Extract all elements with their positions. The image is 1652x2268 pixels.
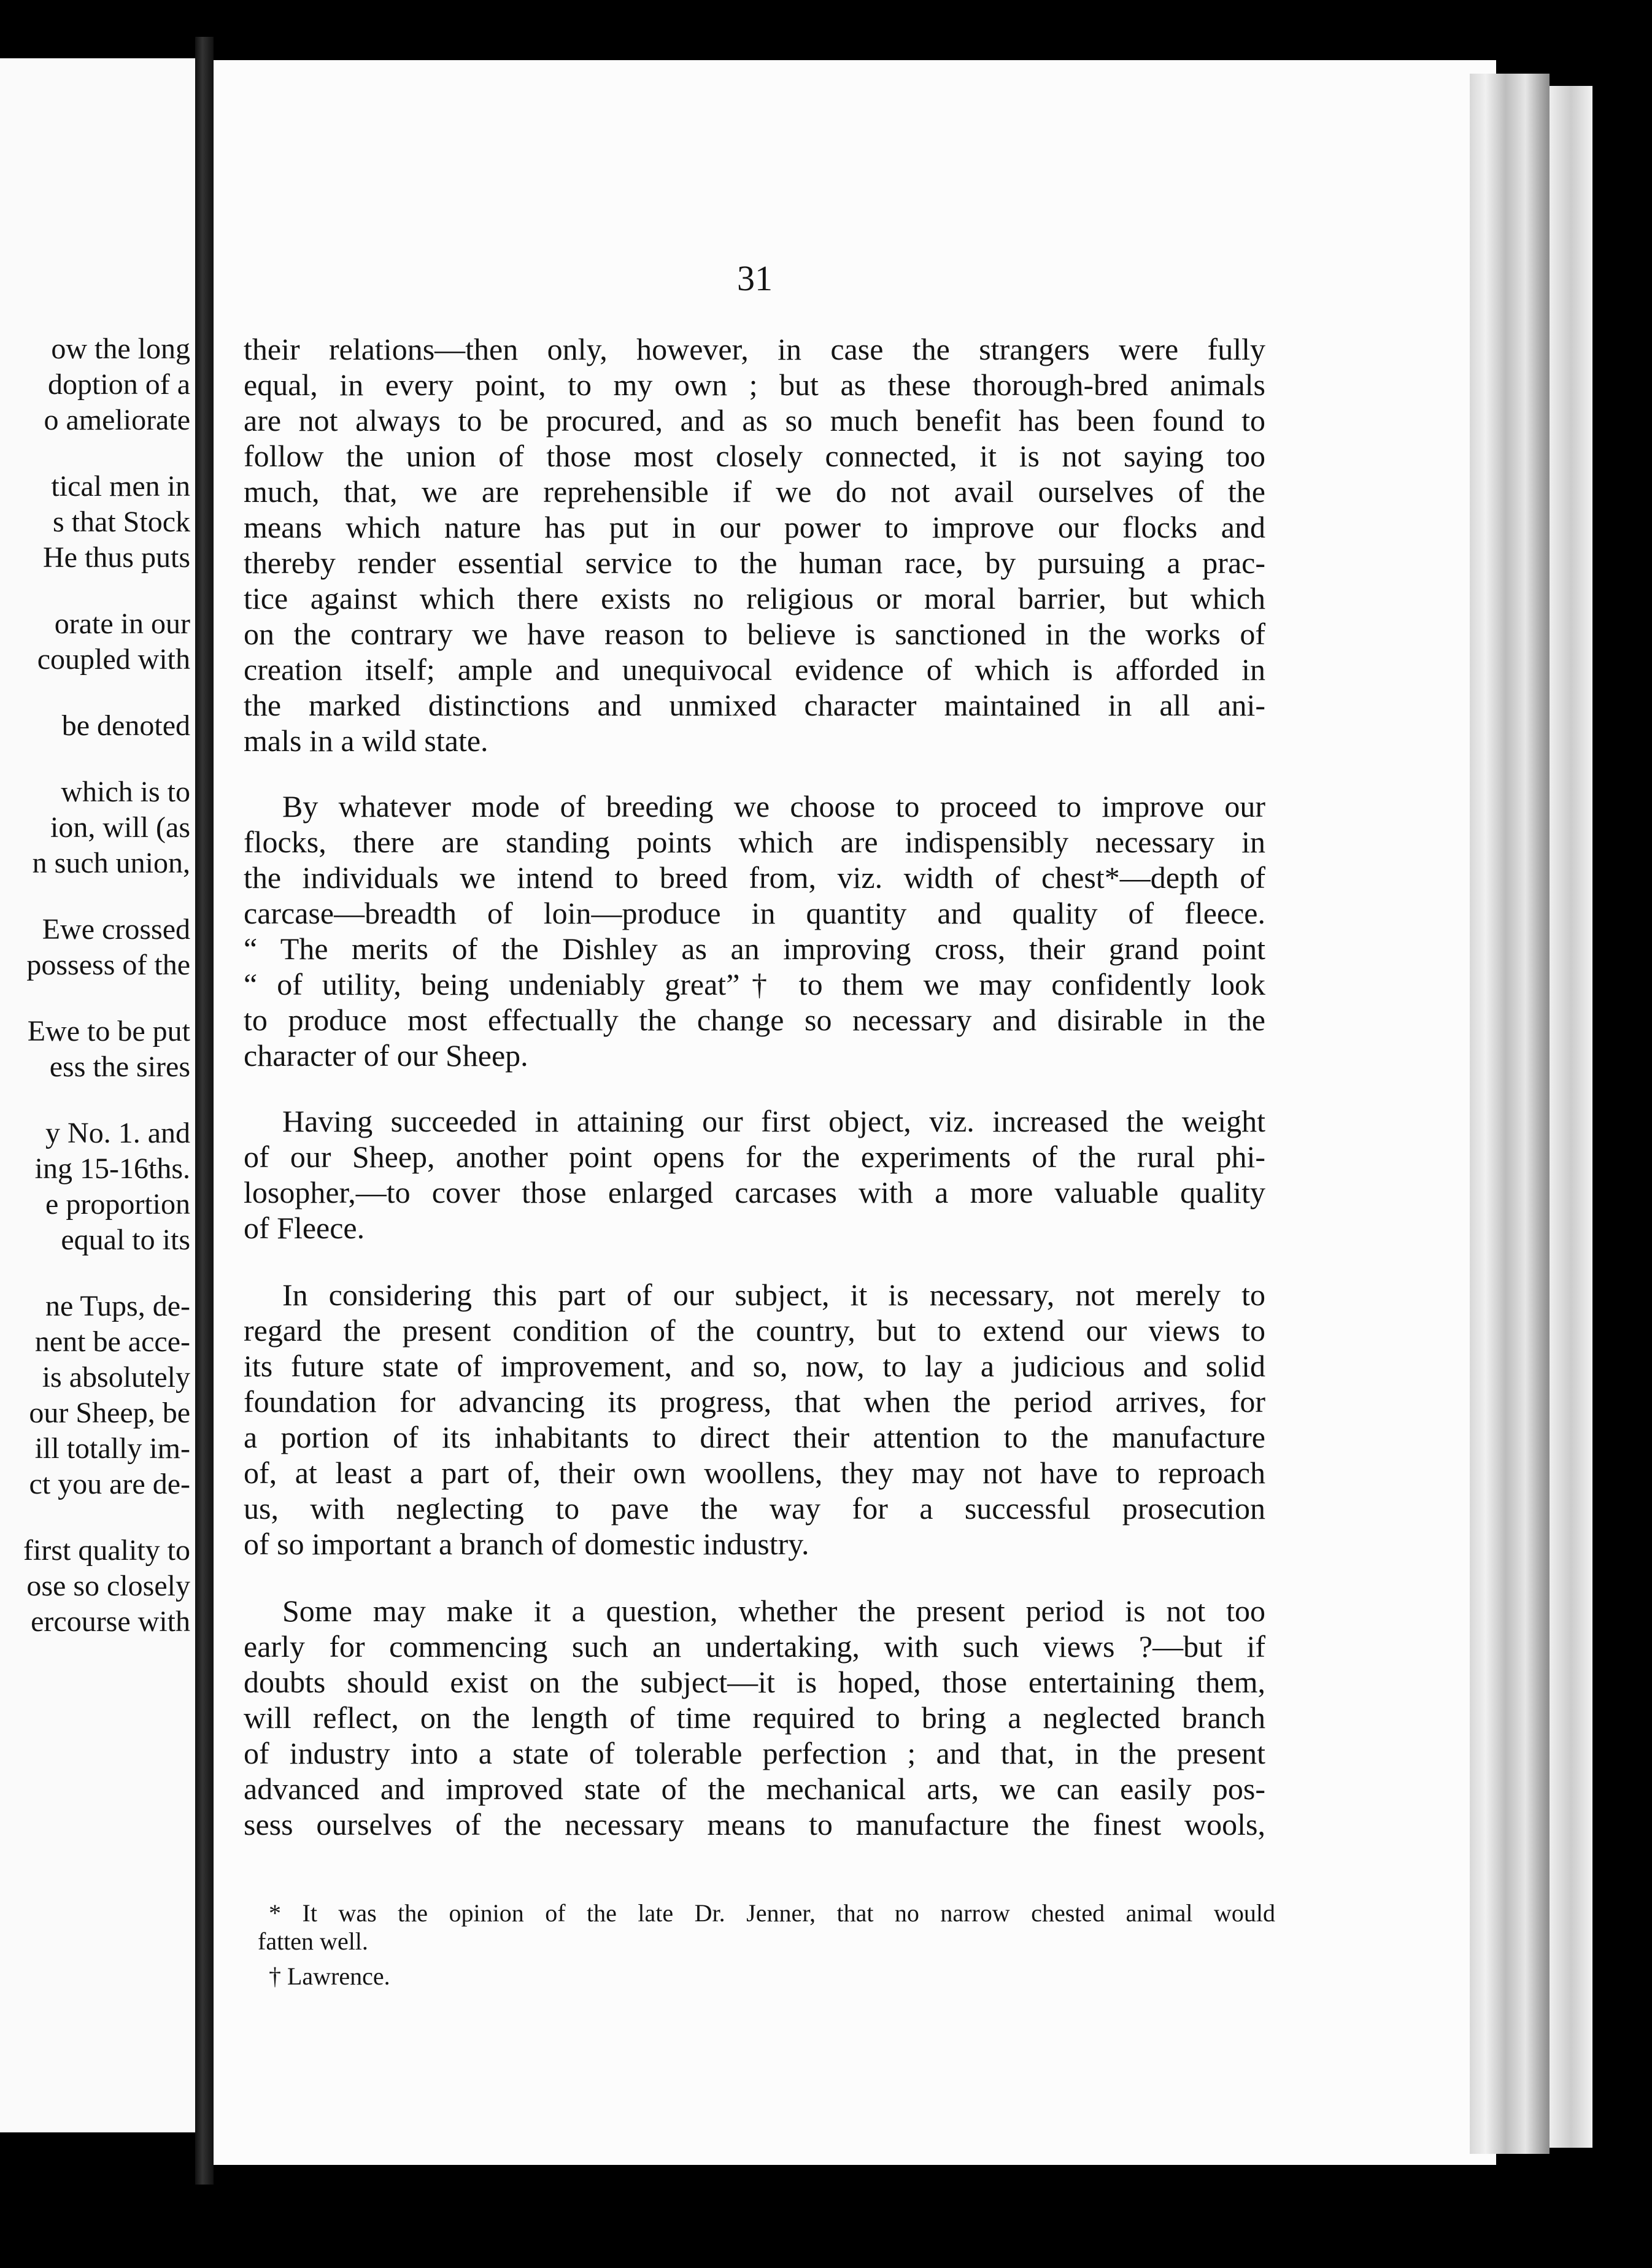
left-page-line: ercourse with bbox=[31, 1605, 190, 1638]
left-page-line: e proportion bbox=[45, 1188, 190, 1221]
left-page-line: ow the long bbox=[51, 333, 190, 365]
left-page-line: our Sheep, be bbox=[29, 1397, 190, 1429]
body-line: flocks, there are standing points which are indispensibly necessary in bbox=[244, 825, 1265, 859]
body-line: “ The merits of the Dishley as an improving cross, their grand point bbox=[244, 932, 1265, 966]
left-page-line: o ameliorate bbox=[44, 404, 190, 436]
left-page-line: ose so closely bbox=[26, 1570, 190, 1602]
body-line: of industry into a state of tolerable perfection ; and that, in the present bbox=[244, 1736, 1265, 1770]
body-line: means which nature has put in our power to improve our flocks and bbox=[244, 510, 1265, 544]
body-line: tice against which there exists no religious or moral barrier, but which bbox=[244, 581, 1265, 615]
body-line: mals in a wild state. bbox=[244, 723, 488, 758]
footnote-line: † Lawrence. bbox=[269, 1962, 390, 1990]
body-line: a portion of its inhabitants to direct their attention to the manufacture bbox=[244, 1420, 1265, 1454]
body-line: on the contrary we have reason to believe is sanctioned in the works of bbox=[244, 617, 1265, 651]
left-page-line: coupled with bbox=[37, 643, 190, 676]
body-line: character of our Sheep. bbox=[244, 1038, 528, 1073]
body-line: their relations—then only, however, in case the strangers were fully bbox=[244, 332, 1265, 366]
left-page-line: Ewe crossed bbox=[42, 913, 190, 946]
body-line: thereby render essential service to the human race, by pursuing a prac- bbox=[244, 546, 1265, 580]
body-line: losopher,—to cover those enlarged carcases with a more valuable quality bbox=[244, 1175, 1265, 1209]
left-page-line: n such union, bbox=[32, 847, 190, 879]
left-page-line: s that Stock bbox=[53, 506, 190, 538]
body-line: By whatever mode of breeding we choose to proceed to improve our bbox=[282, 789, 1265, 824]
body-line: are not always to be procured, and as so much benefit has been found to bbox=[244, 403, 1265, 438]
body-line: of Fleece. bbox=[244, 1211, 365, 1245]
left-page-line: possess of the bbox=[26, 949, 190, 981]
left-page-fragment bbox=[0, 58, 197, 2132]
body-line: of so important a branch of domestic industry. bbox=[244, 1527, 809, 1561]
page-number: 31 bbox=[737, 258, 773, 298]
body-line: much, that, we are reprehensible if we do not avail ourselves of the bbox=[244, 474, 1265, 509]
left-page-line: equal to its bbox=[61, 1224, 190, 1256]
left-page-line: be denoted bbox=[61, 709, 190, 742]
left-page-line: ess the sires bbox=[49, 1051, 190, 1083]
body-line: “ of utility, being undeniably great”† to them we may confidently look bbox=[244, 967, 1265, 1001]
left-page-line: nent be acce- bbox=[34, 1325, 190, 1358]
left-page-line: which is to bbox=[61, 776, 190, 808]
left-page-line: He thus puts bbox=[43, 541, 190, 574]
body-line: carcase—breadth of loin—produce in quantity and quality of fleece. bbox=[244, 896, 1265, 930]
body-line: of, at least a part of, their own woollens, they may not have to reproach bbox=[244, 1456, 1265, 1490]
body-line: advanced and improved state of the mechanical arts, we can easily pos- bbox=[244, 1772, 1265, 1806]
body-line: will reflect, on the length of time required to bring a neglected branch bbox=[244, 1700, 1265, 1735]
body-line: of our Sheep, another point opens for the experiments of the rural phi- bbox=[244, 1140, 1265, 1174]
body-line: In considering this part of our subject, it is necessary, not merely to bbox=[282, 1278, 1265, 1312]
body-line: to produce most effectually the change so necessary and disirable in the bbox=[244, 1003, 1265, 1037]
body-line: follow the union of those most closely connected, it is not saying too bbox=[244, 439, 1265, 473]
body-line: Having succeeded in attaining our first object, viz. increased the weight bbox=[282, 1104, 1265, 1138]
footnote-line: * It was the opinion of the late Dr. Jenner, that no narrow chested animal would bbox=[269, 1899, 1275, 1927]
left-page-line: y No. 1. and bbox=[45, 1117, 190, 1149]
left-page-line: doption of a bbox=[48, 368, 190, 401]
left-page-line: Ewe to be put bbox=[27, 1015, 190, 1047]
left-page-text bbox=[0, 58, 195, 2132]
left-page-line: orate in our bbox=[54, 608, 190, 640]
left-page-line: ion, will (as bbox=[50, 811, 190, 844]
page-edges-outer bbox=[1550, 86, 1592, 2148]
body-line: sess ourselves of the necessary means to manufacture the finest wools, bbox=[244, 1807, 1265, 1842]
body-line: creation itself; ample and unequivocal evidence of which is afforded in bbox=[244, 652, 1265, 687]
body-line: early for commencing such an undertaking, with such views ?—but if bbox=[244, 1629, 1265, 1664]
body-line: equal, in every point, to my own ; but as these thorough-bred animals bbox=[244, 368, 1265, 402]
left-page-line: first quality to bbox=[23, 1534, 190, 1567]
body-line: the marked distinctions and unmixed character maintained in all ani- bbox=[244, 688, 1265, 722]
left-page-line: is absolutely bbox=[42, 1361, 190, 1394]
body-line: Some may make it a question, whether the present period is not too bbox=[282, 1594, 1265, 1628]
left-page-line: ing 15-16ths. bbox=[34, 1152, 190, 1185]
body-line: regard the present condition of the country, but to extend our views to bbox=[244, 1313, 1265, 1348]
left-page-line: tical men in bbox=[51, 470, 190, 503]
body-line: doubts should exist on the subject—it is hoped, those entertaining them, bbox=[244, 1665, 1265, 1699]
left-page-line: ill totally im- bbox=[34, 1432, 190, 1465]
body-line: foundation for advancing its progress, that when the period arrives, for bbox=[244, 1384, 1265, 1419]
book-gutter bbox=[195, 37, 214, 2185]
body-line: the individuals we intend to breed from, viz. width of chest*—depth of bbox=[244, 860, 1265, 895]
left-page-line: ct you are de- bbox=[29, 1468, 190, 1500]
left-page-line: ne Tups, de- bbox=[45, 1290, 190, 1322]
body-line: us, with neglecting to pave the way for a successful prosecution bbox=[244, 1491, 1265, 1526]
page-edges bbox=[1470, 74, 1550, 2154]
body-line: its future state of improvement, and so, now, to lay a judicious and solid bbox=[244, 1349, 1265, 1383]
footnote-line: fatten well. bbox=[258, 1927, 368, 1955]
